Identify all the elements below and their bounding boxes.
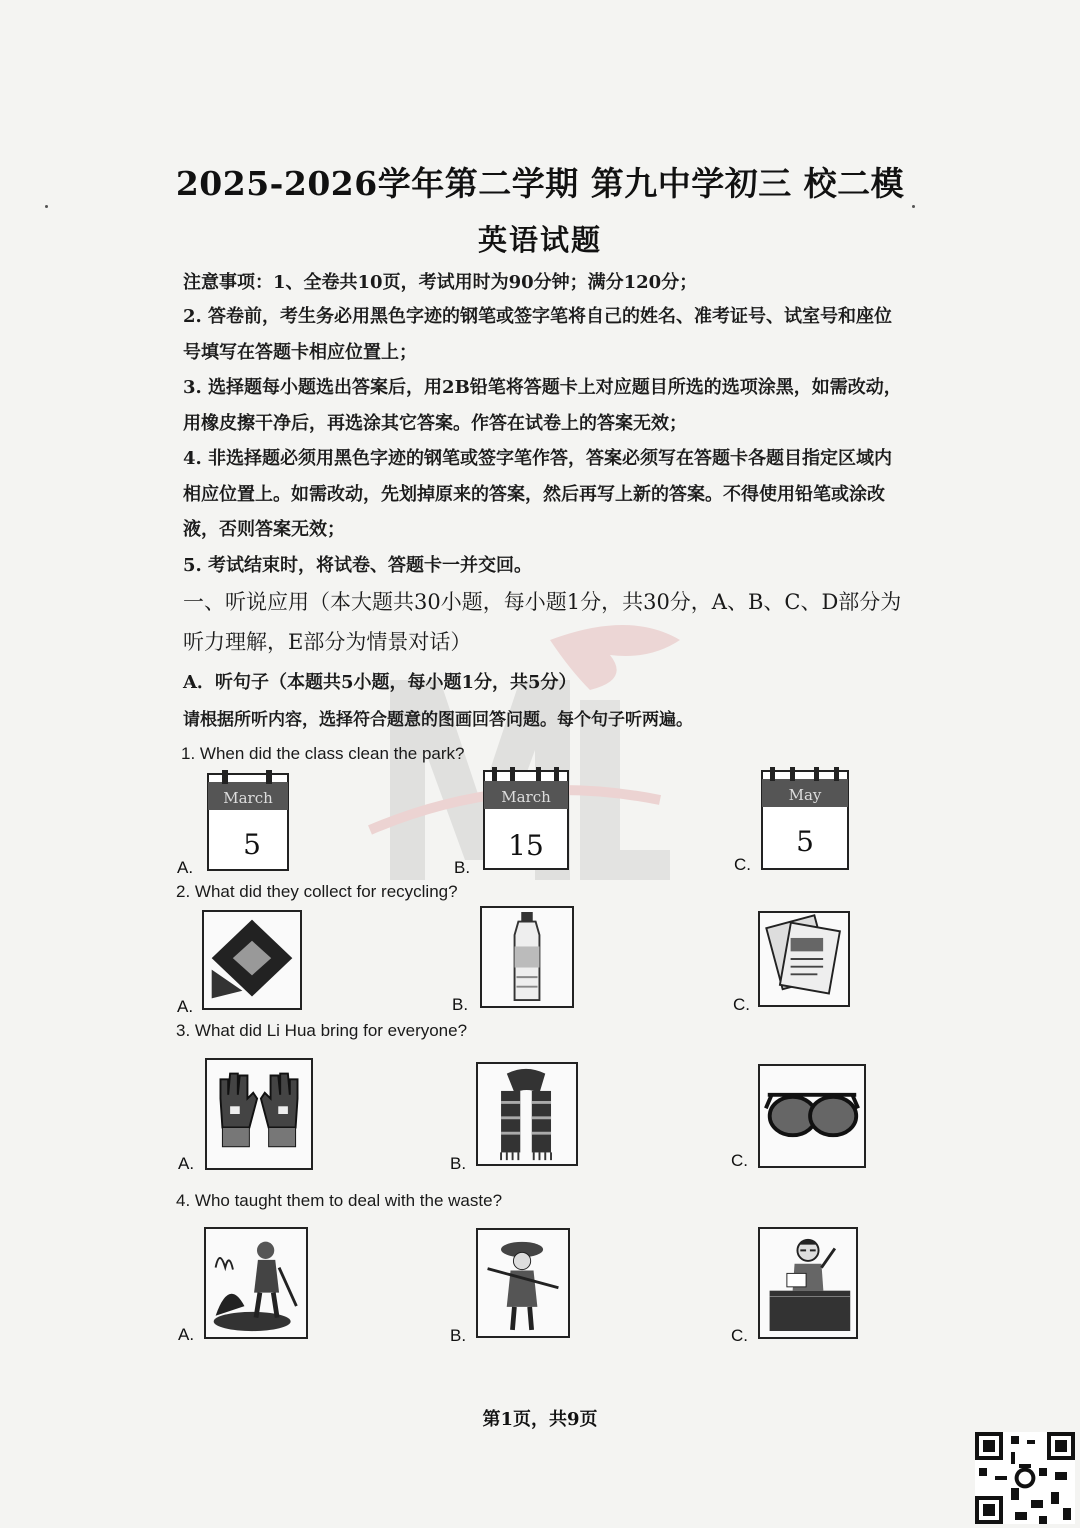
section-heading: 一、听说应用（本大题共30小题，每小题1分，共30分，A、B、C、D部分为: [183, 590, 902, 614]
note-line: 5. 考试结束时，将试卷、答题卡一并交回。: [183, 555, 533, 576]
calendar-day: 5: [796, 825, 814, 858]
option-letter: B.: [454, 858, 471, 877]
teacher-image: [758, 1227, 858, 1339]
calendar-day: 5: [243, 828, 261, 861]
sunglasses-image: [758, 1064, 866, 1168]
gardener-image: [204, 1227, 308, 1339]
option-letter: A.: [177, 997, 194, 1016]
calendar-month: March: [223, 789, 273, 807]
note-line: 液，否则答案无效；: [183, 519, 345, 540]
scarf-image: [476, 1062, 578, 1166]
part-a-instruction: 请根据所听内容，选择符合题意的图画回答问题。每个句子听两遍。: [183, 710, 693, 730]
option-letter: B.: [452, 995, 469, 1014]
option-letter: A.: [177, 858, 194, 877]
exam-subtitle: 英语试题: [477, 223, 602, 257]
note-line: 2. 答卷前，考生务必用黑色字迹的钢笔或签字笔将自己的姓名、准考证号、试室号和座位: [183, 306, 893, 327]
question-1: 1. When did the class clean the park?: [181, 744, 465, 763]
farmer-image: [476, 1228, 570, 1338]
note-line: 3. 选择题每小题选出答案后，用2B铅笔将答题卡上对应题目所选的选项涂黑，如需改动，: [183, 377, 902, 398]
calendar-may-5-image: [758, 765, 852, 871]
calendar-month: March: [501, 788, 551, 806]
option-letter: B.: [450, 1326, 467, 1345]
option-letter: A.: [178, 1154, 195, 1173]
note-line: 相应位置上。如需改动，先划掉原来的答案，然后再写上新的答案。不得使用铅笔或涂改: [183, 484, 885, 505]
scan-speck: [912, 205, 915, 208]
newspapers-image: [758, 911, 850, 1007]
folded-clothes-image: [202, 910, 302, 1010]
question-2: 2. What did they collect for recycling?: [176, 882, 458, 901]
section-heading-cont: 听力理解，E部分为情景对话）: [183, 630, 472, 654]
note-line: 号填写在答题卡相应位置上；: [183, 342, 417, 363]
plastic-bottle-image: [480, 906, 574, 1008]
calendar-march-5-image: [204, 768, 292, 872]
qr-code-image: [975, 1432, 1075, 1524]
option-letter: B.: [450, 1154, 467, 1173]
calendar-march-15-image: [480, 765, 572, 871]
option-letter: C.: [733, 995, 750, 1014]
option-letter: C.: [731, 1151, 748, 1170]
note-line: 注意事项：1、全卷共10页，考试用时为90分钟；满分120分；: [183, 272, 698, 293]
question-4: 4. Who taught them to deal with the waste?: [176, 1191, 503, 1210]
calendar-day: 15: [508, 829, 544, 862]
question-3: 3. What did Li Hua bring for everyone?: [176, 1021, 468, 1040]
gloves-image: [205, 1058, 313, 1170]
note-line: 4. 非选择题必须用黑色字迹的钢笔或签字笔作答，答案必须写在答题卡各题目指定区域内: [183, 448, 893, 469]
calendar-month: May: [788, 786, 822, 804]
exam-title: 2025-2026学年第二学期 第九中学初三 校二模: [175, 164, 905, 203]
note-line: 用橡皮擦干净后，再选涂其它答案。作答在试卷上的答案无效；: [183, 413, 687, 434]
option-letter: A.: [178, 1325, 195, 1344]
option-letter: C.: [731, 1326, 748, 1345]
page-footer: 第1页，共9页: [482, 1409, 598, 1430]
option-letter: C.: [734, 855, 751, 874]
part-a-heading: A．听句子（本题共5小题，每小题1分，共5分）: [183, 672, 577, 693]
scan-speck: [45, 205, 48, 208]
